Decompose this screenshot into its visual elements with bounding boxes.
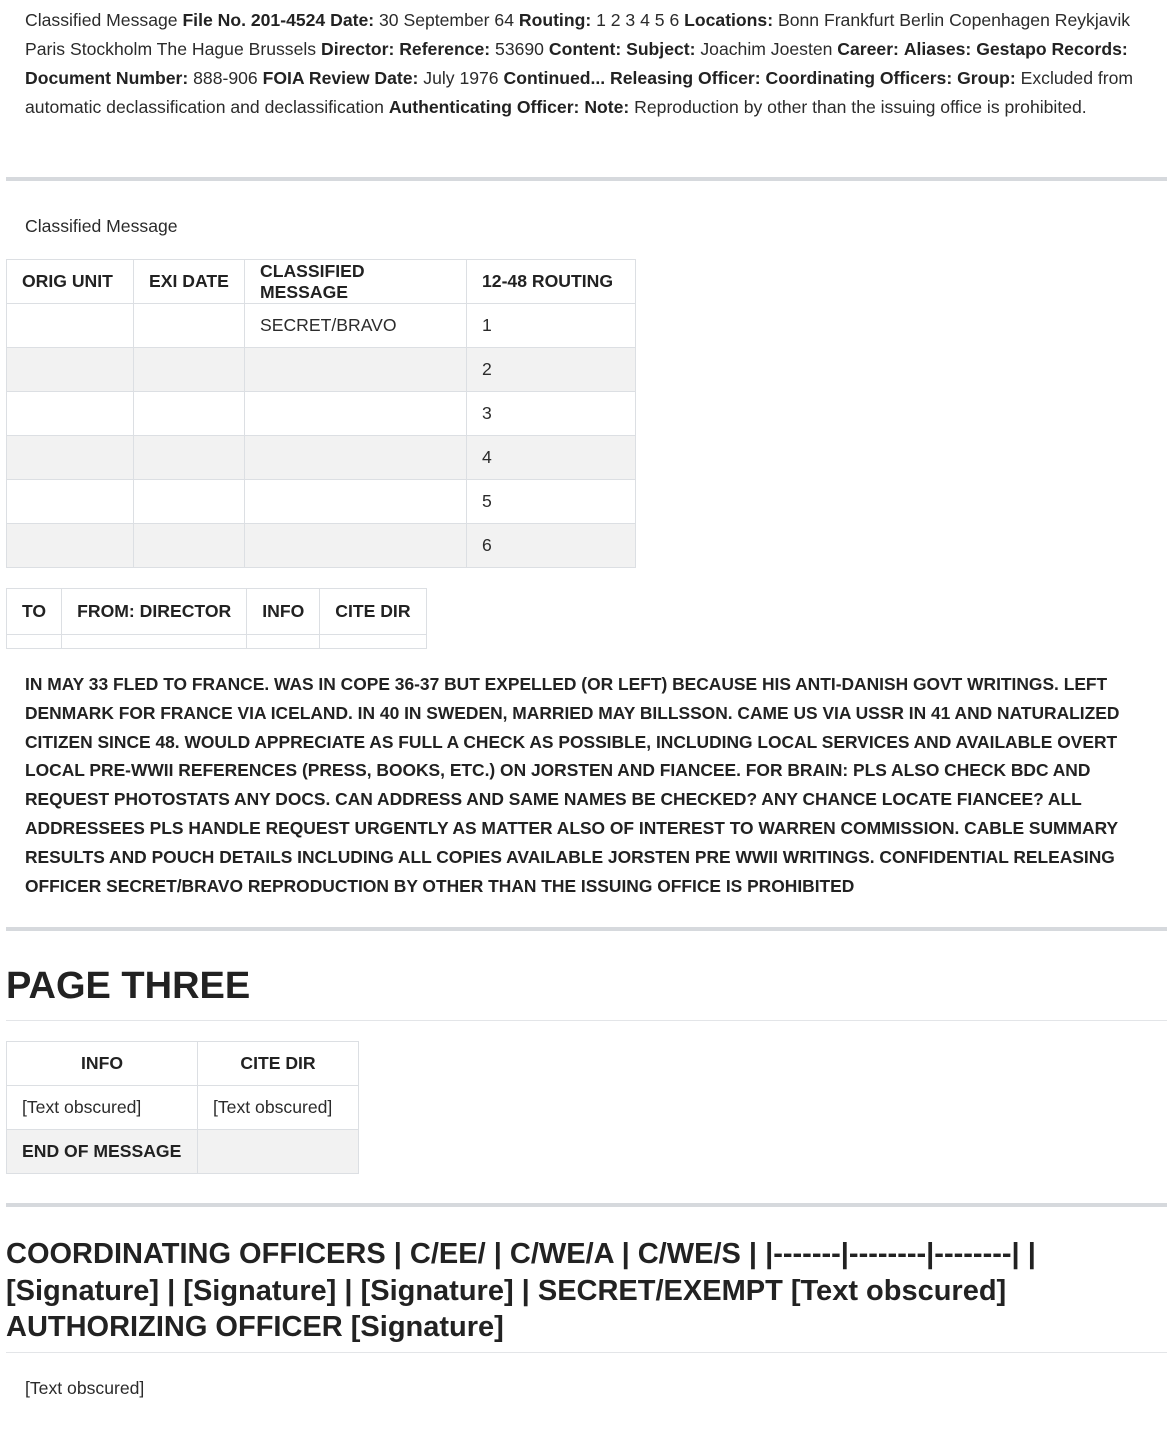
- table-cell: 4: [467, 436, 636, 480]
- meta-value: 30 September 64: [379, 10, 514, 30]
- table-cell: [134, 392, 245, 436]
- meta-label: Career:: [837, 39, 899, 59]
- table-header-row: [7, 589, 427, 635]
- table-cell: [134, 348, 245, 392]
- meta-label: Document Number:: [25, 68, 189, 88]
- meta-label: Releasing Officer:: [610, 68, 761, 88]
- meta-value: Excluded from automatic declassification and declassification: [25, 68, 1134, 117]
- table-cell: [320, 635, 426, 649]
- table-cell: 1: [467, 304, 636, 348]
- table-cell: [247, 635, 320, 649]
- table-cell: [245, 524, 467, 568]
- meta-label: FOIA Review Date:: [262, 68, 419, 88]
- table-cell: SECRET/BRAVO: [245, 304, 467, 348]
- meta-label: Reference:: [399, 39, 491, 59]
- table-row: [7, 1130, 359, 1174]
- meta-value: July 1976: [423, 68, 499, 88]
- table-cell: [245, 436, 467, 480]
- table-row: [7, 1086, 359, 1130]
- table-row: [7, 436, 636, 480]
- header-cite-dir: CITE DIR: [198, 1042, 359, 1086]
- table-row: [7, 348, 636, 392]
- table-cell: [7, 480, 134, 524]
- meta-label: Date:: [330, 10, 375, 30]
- table-cell: [198, 1130, 359, 1174]
- heading-underline: [6, 1020, 1167, 1021]
- section-divider: [6, 177, 1167, 181]
- header-info: INFO: [247, 589, 320, 635]
- section-divider: [6, 1203, 1167, 1207]
- header-classified-message: CLASSIFIED MESSAGE: [245, 260, 467, 304]
- coordinating-officers-heading: COORDINATING OFFICERS | C/EE/ | C/WE/A | C/WE/S | |-------|--------|--------| | [Signature] | [Signature] | [Signature] | SECRET/EXEMPT [Text obscured] AUTHORIZING OFFICER [Signature]: [6, 1238, 1036, 1343]
- meta-label: File No. 201-4524: [182, 10, 326, 30]
- table-cell: [7, 348, 134, 392]
- header-to: TO: [7, 589, 62, 635]
- table-row: [7, 304, 636, 348]
- routing-table: [6, 259, 636, 568]
- table-cell: END OF MESSAGE: [7, 1130, 198, 1174]
- table-cell: [134, 304, 245, 348]
- header-from: FROM: DIRECTOR: [62, 589, 247, 635]
- meta-value: Classified Message: [25, 10, 178, 30]
- table-cell: [245, 392, 467, 436]
- meta-value: 53690: [495, 39, 544, 59]
- table-cell: [7, 304, 134, 348]
- table-cell: [134, 436, 245, 480]
- table-cell: [Text obscured]: [7, 1086, 198, 1130]
- meta-value: Bonn Frankfurt Berlin Copenhagen Reykjavik Paris Stockholm The Hague Brussels: [25, 10, 1131, 59]
- document-metadata: [0, 0, 1167, 143]
- table-header-row: [7, 1042, 359, 1086]
- meta-label: Continued...: [503, 68, 606, 88]
- table-cell: [245, 348, 467, 392]
- meta-value: Reproduction by other than the issuing office is prohibited.: [634, 97, 1087, 117]
- table-cell: [7, 524, 134, 568]
- table-cell: [Text obscured]: [198, 1086, 359, 1130]
- table-row: [7, 635, 427, 649]
- table-cell: [62, 635, 247, 649]
- table-cell: 5: [467, 480, 636, 524]
- section-caption: Classified Message: [25, 216, 178, 236]
- table-cell: 3: [467, 392, 636, 436]
- header-exi-date: EXI DATE: [134, 260, 245, 304]
- meta-label: Note:: [584, 97, 630, 117]
- table-cell: [245, 480, 467, 524]
- meta-label: Director:: [320, 39, 395, 59]
- table-row: [7, 480, 636, 524]
- header-cite-dir: CITE DIR: [320, 589, 426, 635]
- table-cell: [7, 635, 62, 649]
- meta-label: Group:: [957, 68, 1016, 88]
- page-three-table: [6, 1041, 359, 1174]
- meta-label: Locations:: [684, 10, 774, 30]
- table-cell: [7, 392, 134, 436]
- meta-value: Joachim Joesten: [700, 39, 833, 59]
- meta-label: Aliases:: [903, 39, 972, 59]
- table-cell: [134, 524, 245, 568]
- table-header-row: [7, 260, 636, 304]
- meta-label: Authenticating Officer:: [388, 97, 580, 117]
- meta-label: Routing:: [518, 10, 592, 30]
- table-cell: 2: [467, 348, 636, 392]
- page-three-heading: PAGE THREE: [6, 965, 251, 1007]
- section-divider: [6, 927, 1167, 931]
- meta-label: Subject:: [626, 39, 696, 59]
- meta-label: Coordinating Officers:: [765, 68, 953, 88]
- meta-label: Content:: [548, 39, 622, 59]
- table-cell: [134, 480, 245, 524]
- heading-underline: [6, 1352, 1167, 1353]
- header-routing: 12-48 ROUTING: [467, 260, 636, 304]
- to-from-table: [6, 588, 427, 649]
- header-orig-unit: ORIG UNIT: [7, 260, 134, 304]
- message-body: IN MAY 33 FLED TO FRANCE. WAS IN COPE 36-37 BUT EXPELLED (OR LEFT) BECAUSE HIS ANTI-DANISH GOVT WRITINGS. LEFT DENMARK FOR FRANCE VIA ICELAND. IN 40 IN SWEDEN, MARRIED MAY BILLSSON. CAME US VIA USSR IN 41 AND NATURALIZED CITIZEN SINCE 48. WOULD APPRECIATE AS FULL A CHECK AS POSSIBLE, INCLUDING LOCAL SERVICES AND AVAILABLE OVERT LOCAL PRE-WWII REFERENCES (PRESS, BOOKS, ETC.) ON JORSTEN AND FIANCEE. FOR BRAIN: PLS ALSO CHECK BDC AND REQUEST PHOTOSTATS ANY DOCS. CAN ADDRESS AND SAME NAMES BE CHECKED? ANY CHANCE LOCATE FIANCEE? ALL ADDRESSEES PLS HANDLE REQUEST URGENTLY AS MATTER ALSO OF INTEREST TO WARREN COMMISSION. CABLE SUMMARY RESULTS AND POUCH DETAILS INCLUDING ALL COPIES AVAILABLE JORSTEN PRE WWII WRITINGS. CONFIDENTIAL RELEASING OFFICER SECRET/BRAVO REPRODUCTION BY OTHER THAN THE ISSUING OFFICE IS PROHIBITED: [25, 674, 1120, 896]
- table-row: [7, 392, 636, 436]
- table-row: [7, 524, 636, 568]
- meta-value: 1 2 3 4 5 6: [596, 10, 680, 30]
- header-info: INFO: [7, 1042, 198, 1086]
- table-cell: 6: [467, 524, 636, 568]
- footer-note: [Text obscured]: [25, 1378, 145, 1398]
- meta-label: Gestapo Records:: [976, 39, 1128, 59]
- meta-value: 888-906: [193, 68, 258, 88]
- table-cell: [7, 436, 134, 480]
